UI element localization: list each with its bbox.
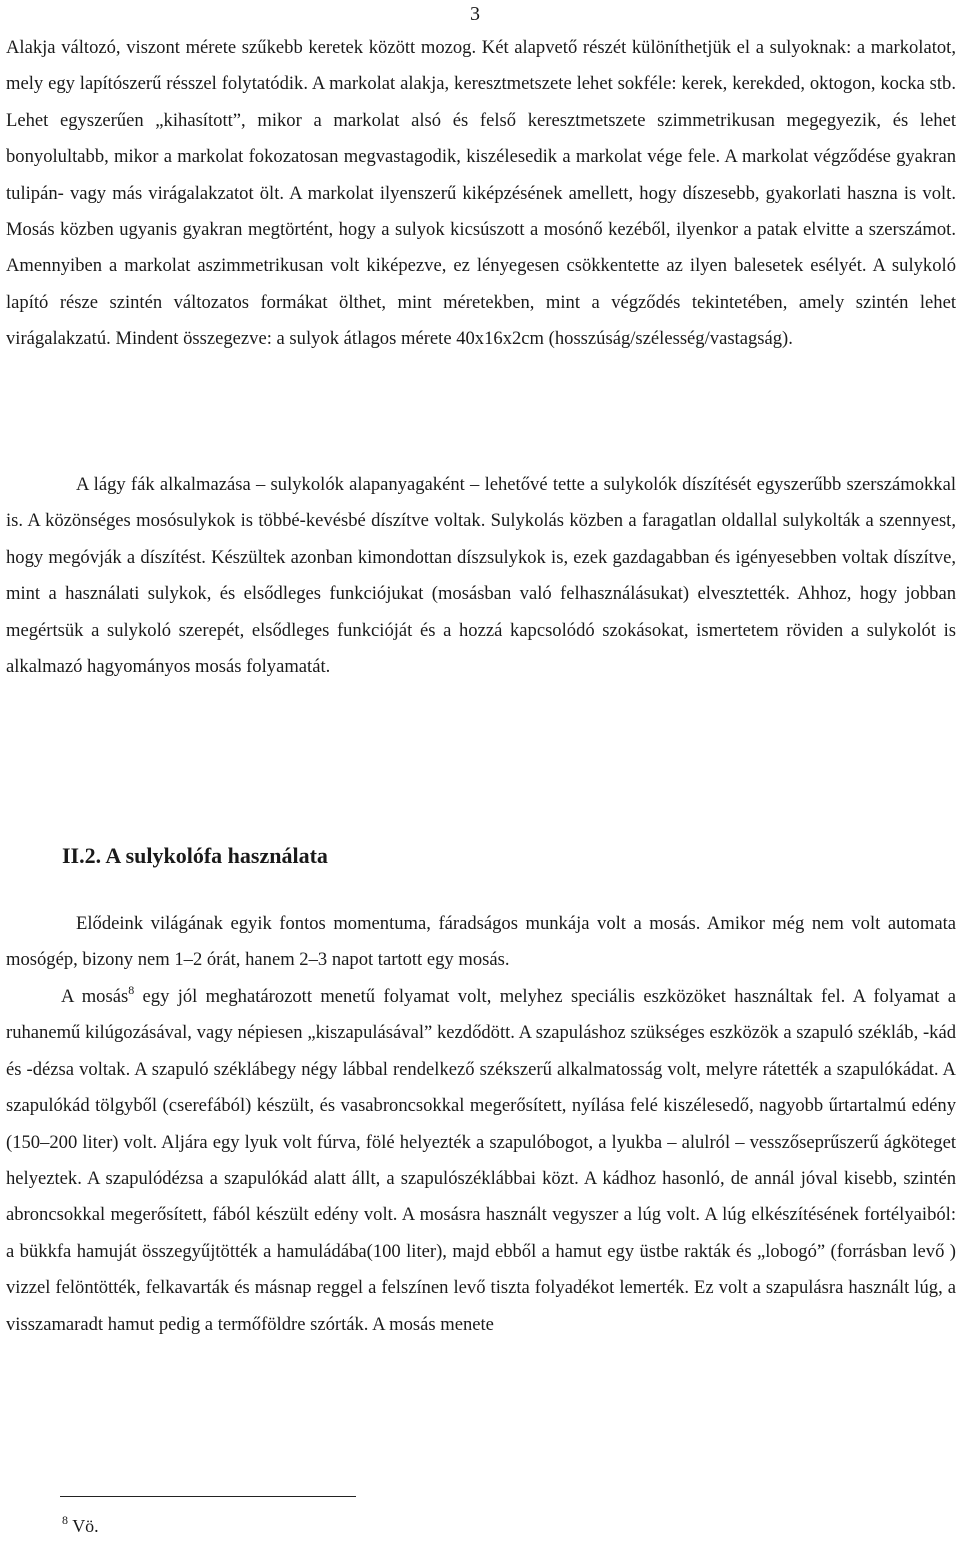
footnote — [62, 1512, 99, 1540]
footnote-divider — [60, 1496, 356, 1497]
paragraph-mosas-intro: Elődeink világának egyik fontos momentuma, fáradságos munkája volt a mosás. Amikor még nem volt automata mosógép, bizony nem 1–2 órát, hanem 2–3 napot tartott egy mosás. — [6, 913, 956, 971]
paragraph-markolat: Alakja változó, viszont mérete szűkebb keretek között mozog. Két alapvető részét különíthetjük el a sulyoknak: a markolatot, mely egy lapítószerű résszel folytatódik. A markolat alakja, keresztmetszete lehet sokféle: kerek, kerekded, oktogon, kocka stb. Lehet egyszerűen „kihasított”, mikor a markolat alsó és felső keresztmetszete szimmetrikusan megegyezik, és lehet bonyolultabb, mikor a markolat fokozatosan megvastagodik, kiszélesedik a markolat vége fele. A markolat végződése gyakran tulipán- vagy más virágalakzatot ölt. A markolat ilyenszerű kiképzésének amellett, hogy díszesebb, gyakorlati haszna is volt. Mosás közben ugyanis gyakran megtörtént, hogy a sulyok kicsúszott a mosónő kezéből, ilyenkor a patak elvitte a szerszámot. Amennyiben a markolat aszimmetrikusan volt kiképezve, ez lényegesen csökkentette az ilyen balesetek esélyét. A sulykoló lapító része szintén változatos formákat ölthet, mint méretekben, mint a végződés tekintetében, amely szintén lehet virágalakzatú. Mindent összegezve: a sulyok átlagos mérete 40x16x2cm (hosszúság/szélesség/vastagság). — [6, 37, 956, 350]
page-number: 3 — [470, 3, 480, 25]
paragraph-diszites: A lágy fák alkalmazása – sulykolók alapanyagaként – lehetővé tette a sulykolók díszítését egyszerűbb szerszámokkal is. A közönséges mosósulykok is többé-kevésbé díszítve voltak. Sulykolás közben a faragatlan oldallal sulykolták a szennyest, hogy megóvják a díszítést. Készültek azonban kimondottan díszsulykok is, ezek gazdagabban és igényesebben voltak díszítve, mint a használati sulykok, és elsődleges funkciójukat (mosásban való felhasználásukat) elvesztették. Ahhoz, hogy jobban megértsük a sulykoló szerepét, elsődleges funkcióját és a hozzá kapcsolódó szokásokat, ismertetem röviden a sulykolót is alkalmazó hagyományos mosás folyamatát. — [6, 474, 956, 678]
footnote-reference[interactable]: 8 — [128, 983, 135, 997]
section-heading: II.2. A sulykolófa használata — [62, 843, 328, 868]
paragraph-mosas-rest: egy jól meghatározott menetű folyamat volt, melyhez speciális eszközöket használtak fel. A folyamat a ruhanemű kilúgozásával, vagy népiesen „kiszapulásával” kezdődött. A szapuláshoz szükséges eszközök a szapuló székláb, -kád és -dézsa voltak. A szapuló széklábegy négy lábbal rendelkező székszerű alkalmatosság volt, melyre rátették a szapulókádat. A szapulókád tölgyből (cserefából) készült, és vasabroncsokkal megerősített, nyílása felé kiszélesedő, nagyobb űrtartalmú edény (150–200 liter) volt. Aljára egy lyuk volt fúrva, fölé helyezték a szapulóbogot, a lyukba – alulról – vesszőseprűszerű ágköteget helyeztek. A szapulódézsa a szapulókád alatt állt, a szapulószéklábbai közt. A kádhoz hasonló, de annál jóval kisebb, szintén abroncsokkal megerősített, fából készült edény volt. A mosásra használt vegyszer a lúg volt. A lúg elkészítésének fortélyaiból: a bükkfa hamuját összegyűjtötték a hamuládába(100 liter), majd ebből a hamut egy üstbe rakták és „lobogó” (forrásban levő ) vizzel felöntötték, felkavarták és másnap reggel a felszínen levő tiszta folyadékot lemerték. Ez volt a szapulásra használt lúg, a visszamaradt hamut pedig a termőföldre szórták. A mosás menete — [6, 986, 956, 1335]
footnote-number: 8 — [62, 1513, 68, 1527]
footnote-text: Vö. — [72, 1516, 99, 1536]
paragraph-mosas-start: A mosás — [61, 986, 129, 1007]
paragraph-mosas-folyamat — [6, 979, 956, 1343]
